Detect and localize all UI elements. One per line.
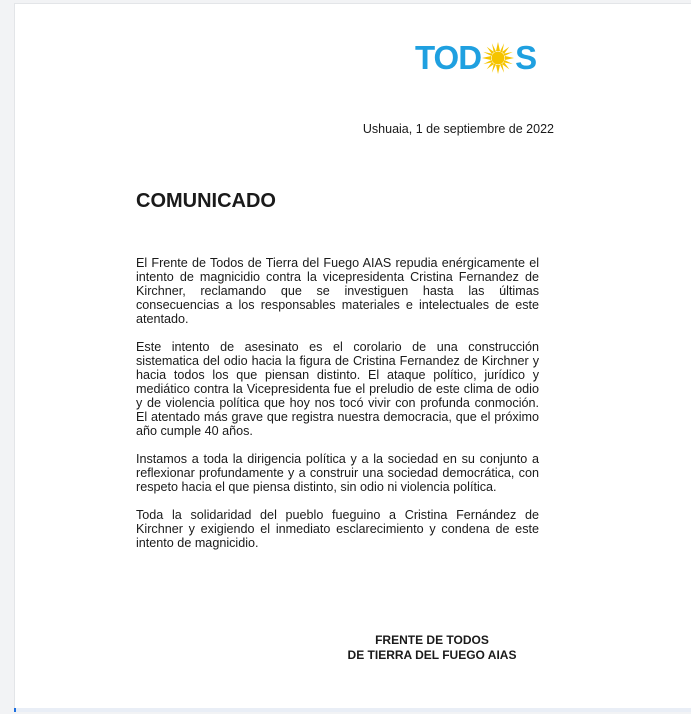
bottom-accent-bar — [14, 708, 691, 712]
paragraph: El Frente de Todos de Tierra del Fuego AIAS repudia enérgicamente el intento de magnicidio contra la vicepresidenta Cristina Fernandez de Kirchner, reclamando que se investiguen hasta las últimas consecuencias a los responsables materiales e intelectuales de este atentado. — [136, 256, 539, 326]
signature-block — [322, 633, 542, 663]
paragraph: Toda la solidaridad del pueblo fueguino a Cristina Fernández de Kirchner y exigiendo el inmediato esclarecimiento y condena de este intento de magnicidio. — [136, 508, 539, 550]
signature-line-1: FRENTE DE TODOS — [375, 633, 489, 647]
logo-text-start: TOD — [415, 39, 482, 76]
signature-line-2: DE TIERRA DEL FUEGO AIAS — [347, 648, 517, 662]
paragraph: Este intento de asesinato es el corolario de una construcción sistematica del odio hacia la figura de Cristina Fernandez de Kirchner y hacia todos los que piensan distinto. El ataque político, jurídico y mediático contra la Vicepresidenta fue el preludio de este clima de odio y de violencia política que hoy nos tocó vivir con profunda conmoción. El atentado más grave que registra nuestra democracia, que el próximo año cumple 40 años. — [136, 340, 539, 438]
paragraph: Instamos a toda la dirigencia política y a la sociedad en su conjunto a reflexionar profundamente y a construir una sociedad democrática, con respeto hacia el que piensa distinto, sin odio ni violencia política. — [136, 452, 539, 494]
document-date: Ushuaia, 1 de septiembre de 2022 — [362, 122, 554, 136]
document-title: COMUNICADO — [136, 190, 276, 212]
logo-text-end: S — [515, 39, 537, 76]
todos-logo — [415, 38, 536, 78]
sun-icon — [482, 42, 514, 74]
document-body — [136, 256, 539, 564]
